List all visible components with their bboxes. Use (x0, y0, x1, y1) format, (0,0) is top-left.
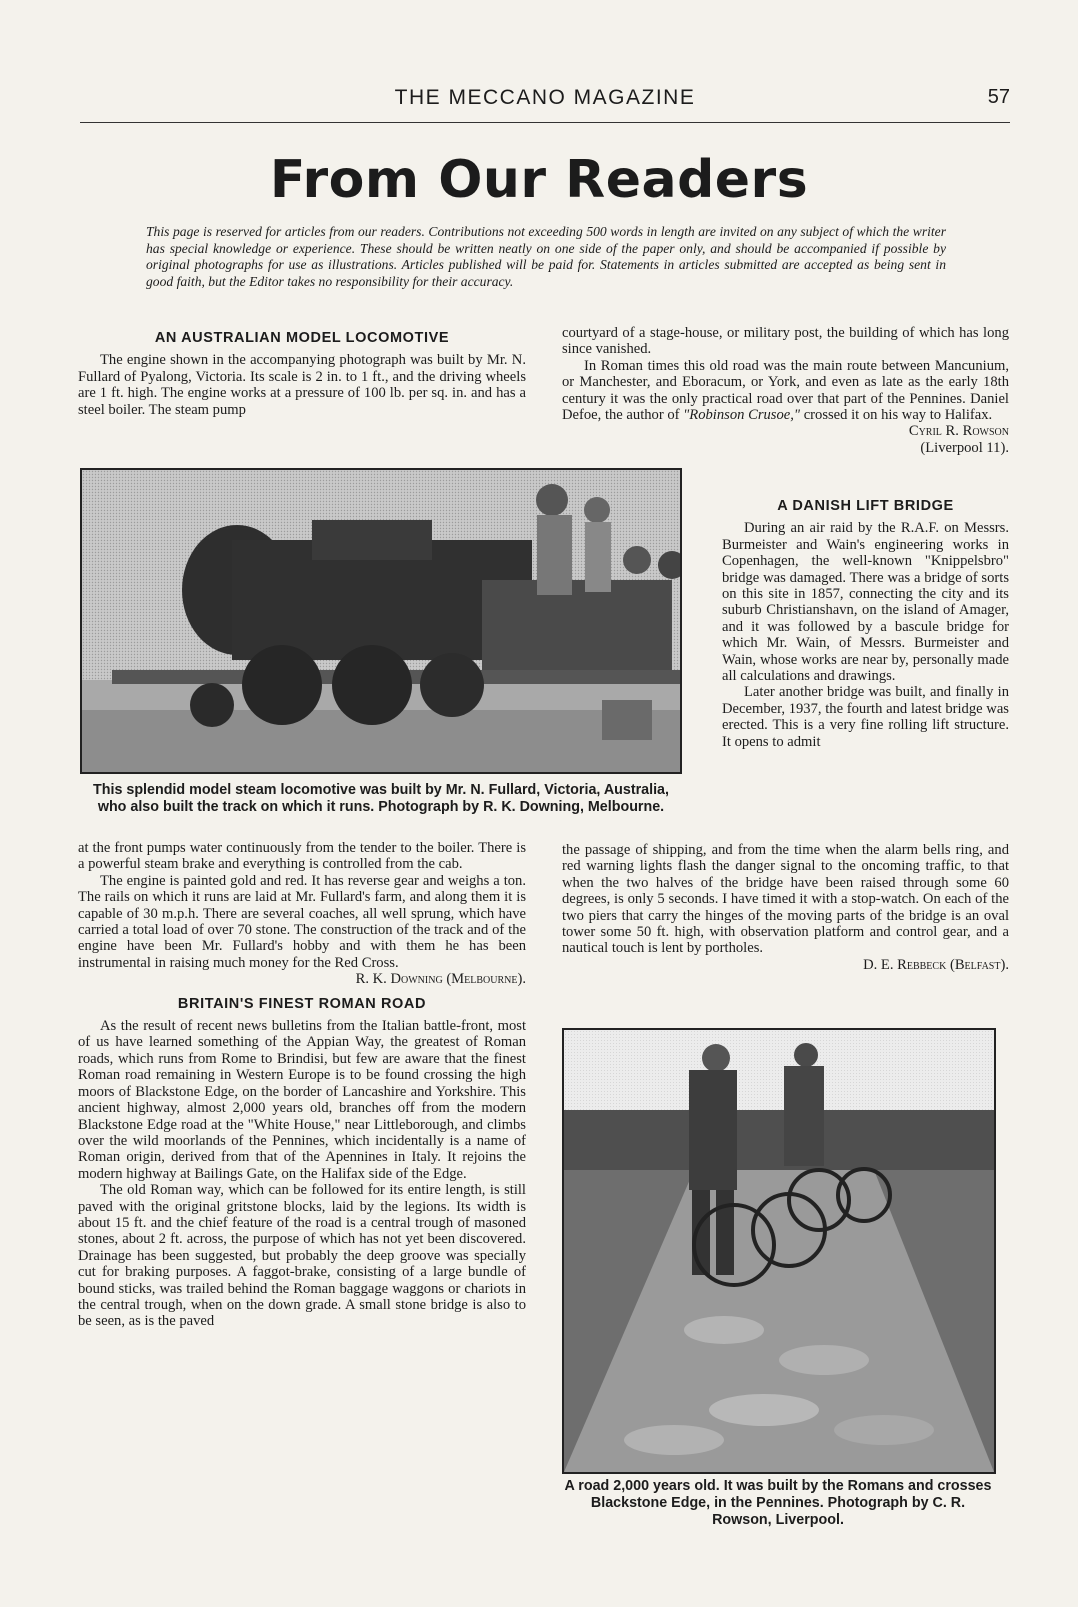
roman-paragraph-1: As the result of recent news bulletins from the Italian battle-front, most of us have learned something of the Appian Way, the greatest of Roman roads, which runs from Rome to Brindisi, but few are aware that the finest Roman road remaining in Western Europe is to be found crossing the high moors of Blackstone Edge, on the border of Lancashire and Yorkshire. This ancient highway, almost 2,000 years old, branches off from the modern Blackstone Edge road at the "White House," near Littleborough, and climbs over the wild moorlands of the Pennines, which incidentally is a name of Roman origin, derived from that of the Apennines in Italy. It rejoins the modern highway at Bailings Gate, on the Halifax side of the Edge. (78, 1018, 526, 1182)
left-column-lower (78, 840, 526, 1330)
locomotive-heading: AN AUSTRALIAN MODEL LOCOMOTIVE (154, 330, 450, 346)
danish-signature: D. E. Rebbeck (Belfast). (863, 956, 1009, 973)
danish-paragraph-2: Later another bridge was built, and finally in December, 1937, the fourth and latest bridge was erected. This is a very fine rolling lift structure. It opens to admit (722, 684, 1009, 750)
danish-article-cont (562, 842, 1009, 973)
danish-paragraph-2-cont: the passage of shipping, and from the time when the alarm bells ring, and red warning lights flash the danger signal to the oncoming traffic, to that when the two halves of the bridge have been raised through some 60 degrees, is only 5 seconds. I have timed it with a stop-watch. On each of the two piers that carry the hinges of the moving parts of the bridge is an oval tower some 50 ft. high, with observation platform and control gear, and a nautical touch is lent by portholes. (562, 842, 1009, 957)
roman-heading: BRITAIN'S FINEST ROMAN ROAD (177, 995, 427, 1012)
roman-paragraph-3 (562, 358, 1009, 424)
roman-article-cont (562, 325, 1009, 456)
roman-paragraph-3-text: In Roman times this old road was the main route between Mancunium, or Manchester, and Eboracum, or York, and even as late as the early 18th century it was the only practical road over that part of the Pennines. Daniel Defoe, the author of (562, 357, 1009, 424)
locomotive-paragraph-2: The engine is painted gold and red. It has reverse gear and weighs a ton. The rails on which it runs are laid at Mr. Fullard's farm, and along them it is capable of 30 m.p.h. There are several coaches, all well sprung, which have carried a total load of over 70 stone. The construction of the track and of the engine have been Mr. Fullard's hobby and with them he has been instrumental in raising much money for the Red Cross. (78, 872, 526, 971)
roman-signature: Cyril R. Rowson (908, 423, 1009, 440)
roman-paragraph-2-cont: courtyard of a stage-house, or military post, the building of which has long since vanished. (562, 325, 1009, 358)
locomotive-signature: R. K. Downing (Melbourne). (355, 971, 526, 988)
locomotive-paragraph-1-cont: at the front pumps water continuously from the tender to the boiler. There is a powerful steam brake and everything is controlled from the cab. (78, 840, 526, 873)
locomotive-article-start (78, 330, 526, 418)
page-header (80, 86, 1010, 123)
robinson-crusoe-title: "Robinson Crusoe," (683, 407, 801, 424)
danish-article-start (722, 498, 1009, 750)
page-number: 57 (987, 86, 1010, 108)
roman-road-caption: A road 2,000 years old. It was built by the Romans and crosses Blackstone Edge, in the Pennines. Photograph by C. R. Rowson, Liverpool. (564, 1478, 992, 1528)
roman-road-image (564, 1030, 994, 1472)
locomotive-caption: This splendid model steam locomotive was built by Mr. N. Fullard, Victoria, Australia, who also built the track on which it runs. Photograph by R. K. Downing, Melbourne. (93, 782, 669, 815)
locomotive-image (82, 470, 680, 772)
danish-paragraph-1: During an air raid by the R.A.F. on Messrs. Burmeister and Wain's engineering works in Copenhagen, the well-known "Knippelsbro" bridge was damaged. There was a bridge of sorts on this site in 1857, connecting the city and its suburb Christianshavn, on the island of Amager, and it was followed by a bascule bridge for which Mr. Wain, of Messrs. Burmeister and Wain, whose works are near by, personally made all calculations and drawings. (722, 520, 1009, 685)
roman-signature-place: (Liverpool 11). (920, 439, 1009, 456)
danish-heading: A DANISH LIFT BRIDGE (777, 498, 954, 514)
locomotive-paragraph-1: The engine shown in the accompanying photograph was built by Mr. N. Fullard of Pyalong, Victoria. Its scale is 2 in. to 1 ft., and the driving wheels are 1 ft. high. The engine works at a pressure of 100 lb. per sq. in. and has a steel boiler. The steam pump (78, 352, 526, 418)
roman-paragraph-2: The old Roman way, which can be followed for its entire length, is still paved with the original gritstone blocks, laid by the legions. Its width is about 15 ft. and the chief feature of the road is a central trough of masoned stones, about 2 ft. across, the purpose of which has not yet been discovered. Drainage has been suggested, but probably the deep groove was specially cut for braking purposes. A faggot-brake, consisting of a large bundle of bound sticks, was trailed behind the Roman baggage waggons or chariots in the central trough, when on the down grade. A small stone bridge is also to be seen, as is the paved (78, 1182, 526, 1330)
roman-road-photo (562, 1028, 996, 1474)
intro-note: This page is reserved for articles from our readers. Contributions not exceeding 500 words in length are invited on any subject of which the writer has special knowledge or experience. These should be written neatly on one side of the paper only, and should be accompanied if possible by original photographs for use as illustrations. Articles published will be paid for. Statements in articles submitted are accepted as being sent in good faith, but the Editor takes no responsibility for their accuracy. (146, 224, 946, 289)
roman-paragraph-3-end: crossed it on his way to Halifax. (803, 407, 993, 424)
page-title: From Our Readers (269, 150, 809, 210)
magazine-name: THE MECCANO MAGAZINE (394, 86, 696, 109)
locomotive-photo (80, 468, 682, 774)
